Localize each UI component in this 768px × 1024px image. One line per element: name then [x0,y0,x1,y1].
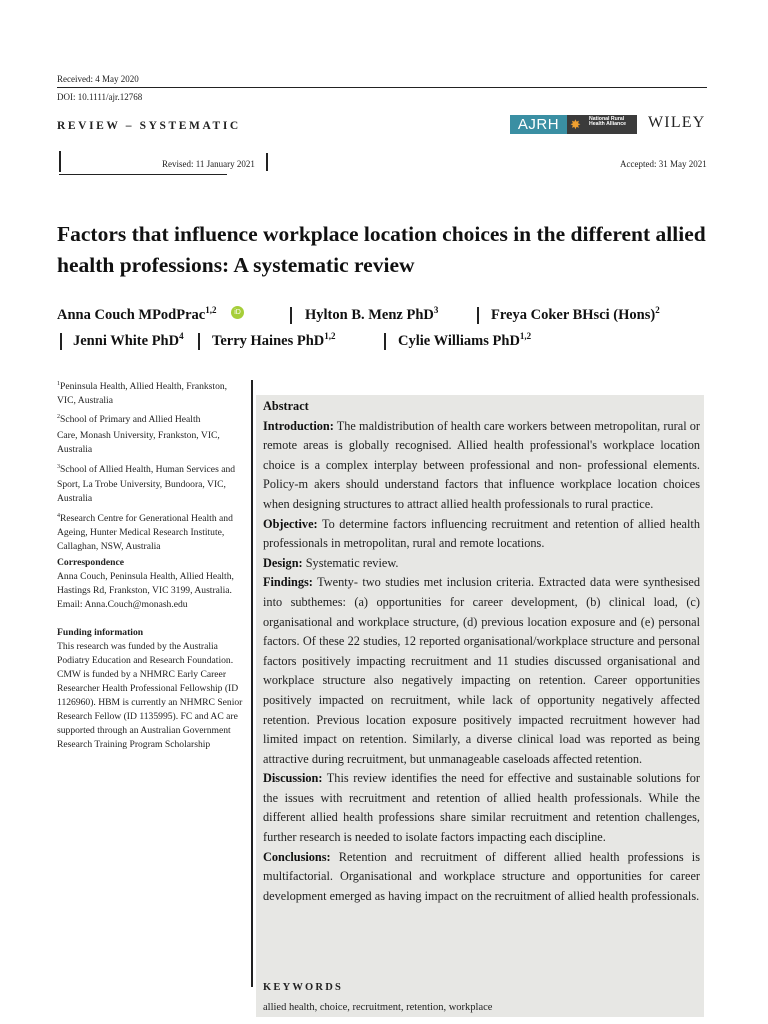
nrha-star-icon: ✸ [570,117,581,132]
author-separator [290,307,292,324]
wiley-logo: WILEY [648,114,706,131]
abstract-conclusions: Conclusions: Retention and recruitment of different allied health professions is multifactorial. Organisational and workplace structure and opportunities for career development emerged as having impact on the recruitment of allied health professionals. [263,849,701,903]
date-bracket-right [266,153,268,171]
funding-text: This research was funded by the Australia Podiatry Education and Research Foundation. CMW is funded by a NHMRC Early Career Researcher Health Professional Fellowship (ID 1126960). HBM is currently an NHMRC Senior Research Fellow (ID 1135995). FC and AC are supported through an Australian Government Research Training Program Scholarship [57,641,243,750]
author-6[interactable]: Cylie Williams PhD$^{1,2}$ [398,331,532,349]
revised-date: Revised: 11 January 2021 [162,159,255,169]
date-bracket-left [59,151,61,172]
received-date: Received: 4 May 2020 [57,74,139,84]
affiliations [57,377,251,554]
abstract-discussion: Discussion: This review identifies the need for effective and sustainable solutions for the issues with recruitment and retention of allied health professionals. While the different allied health professions share similar recruitment and retention challenges, further research is needed to isolate factors impacting each discipline. [263,771,700,845]
header-rule [57,87,707,88]
affiliation-1: $^1$Peninsula Health, Allied Health, Frankston, VIC, Australia [57,381,228,407]
column-divider [251,380,253,987]
section-label: REVIEW – SYSTEMATIC [57,120,241,132]
funding-information [57,626,251,752]
nrha-logo [567,115,637,134]
abstract-findings: Findings: Twenty- two studies met inclusion criteria. Extracted data were synthesised into subthemes: (a) opportunities for career development, (b) clinical load, (c) organisational and workplace structure, (d) previous location exposure and (e) personal factors. Of these 22 studies, 12 reported organisational/workplace structure and personal factors positively impacting recruitment and 11 studies discussed organisational and workplace structure also negatively impacting on retention. Career opportunities positively impacted on recruitment, while lack of opportunity negatively affected retention. Previous location exposure positively impacted recruitment however had limited impact on retention. Similarly, a diverse clinical load was reported as being attractive during recruitment, but unmanageable caseloads affected retention. [263,575,700,766]
abstract-objective: Objective: To determine factors influencing recruitment and retention of allied health professionals in metropolitan, rural and remote locations. [263,516,700,551]
article-title: Factors that influence workplace location choices in the different allied health professions: A systematic review [57,222,706,277]
correspondence-address: Anna Couch, Peninsula Health, Allied Health, Hastings Rd, Frankston, VIC 3199, Australia. [57,571,234,596]
author-separator [477,307,479,324]
author-separator [198,333,200,350]
author-separator [384,333,386,350]
author-2[interactable]: Hylton B. Menz PhD$^3$ [305,305,439,323]
affiliation-2-cont: Care, Monash University, Frankston, VIC, Australia [57,430,220,456]
keywords-heading: KEYWORDS [263,982,344,993]
keywords-list: allied health, choice, recruitment, retention, workplace [263,1002,493,1013]
abstract-introduction: Introduction: The maldistribution of health care workers between metropolitan, rural or remote areas is globally recognised. Allied health professional's workplace location choice is a complex interplay between professional and non- professional elements. Policy-m akers should understand factors that influence workplace location choices when designing structures to attract allied health professionals to rural practice. [263,418,700,511]
author-1[interactable]: Anna Couch MPodPrac$^{1,2}$ [57,305,217,323]
author-separator [60,333,62,350]
correspondence-email[interactable]: Email: Anna.Couch@monash.edu [57,599,188,610]
nrha-logo-text: National Rural Health Alliance [589,116,626,128]
funding-heading: Funding information [57,627,144,638]
affiliation-4: $^4$Research Centre for Generational Health and Ageing, Hunter Medical Research Institute, Callaghan, NSW, Australia [57,512,233,552]
correspondence [57,556,251,612]
abstract-heading: Abstract [263,399,309,413]
date-bracket-underline [59,174,227,175]
abstract-design: Design: Systematic review. [263,555,399,570]
author-3[interactable]: Freya Coker BHsci (Hons)$^2$ [491,305,660,323]
correspondence-heading: Correspondence [57,557,124,568]
abstract [263,397,700,906]
doi[interactable]: DOI: 10.1111/ajr.12768 [57,92,143,102]
author-5[interactable]: Terry Haines PhD$^{1,2}$ [212,331,336,349]
accepted-date: Accepted: 31 May 2021 [620,159,707,169]
author-4[interactable]: Jenni White PhD$^4$ [73,331,184,349]
ajrh-logo: AJRH [510,115,567,134]
affiliation-3: $^3$School of Allied Health, Human Services and Sport, La Trobe University, Bundoora, VIC, Australia [57,464,236,504]
orcid-icon[interactable]: iD [231,306,244,319]
affiliation-2: $^2$School of Primary and Allied Health [57,414,201,426]
